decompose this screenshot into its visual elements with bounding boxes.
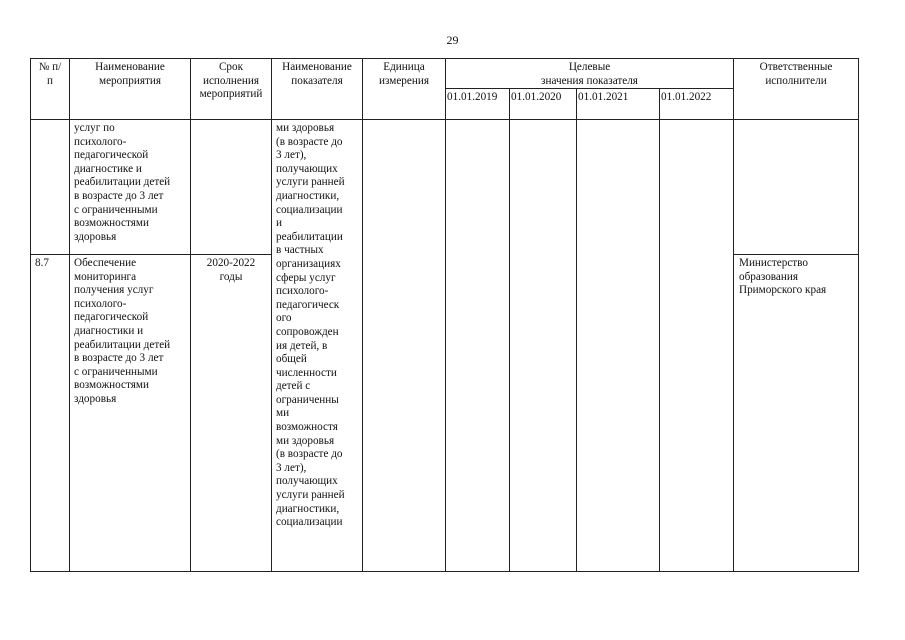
header-deadline: Срок исполнения мероприятий [199, 61, 263, 101]
header-date-2019: 01.01.2019 [447, 91, 498, 103]
header-unit: Единица измерения [379, 61, 429, 87]
row-num-8-7: 8.7 [35, 257, 49, 269]
header-date-2022: 01.01.2022 [661, 91, 712, 103]
row-responsible-8-7: Министерство образования Приморского края [739, 257, 827, 297]
header-event-name: Наименование мероприятия [95, 61, 165, 87]
col-border [733, 58, 734, 572]
header-responsible: Ответственные исполнители [759, 61, 833, 87]
row-event-name-8-7: Обеспечение мониторинга получения услуг психолого- педагогической диагностики и реабилитации детей в возрасте до 3 лет с ограниченными возможностями здоровья [74, 257, 171, 405]
header-indicator-name: Наименование показателя [282, 61, 352, 87]
header-num: № п/ п [38, 61, 62, 87]
col-border [271, 58, 272, 572]
col-border [509, 88, 510, 572]
col-border [69, 58, 70, 572]
header-date-2020: 01.01.2020 [511, 91, 562, 103]
header-date-2021: 01.01.2021 [578, 91, 629, 103]
row-separator [30, 254, 271, 255]
col-border [576, 88, 577, 572]
col-border [445, 58, 446, 572]
row-deadline-8-7: 2020-2022 годы [206, 257, 256, 283]
header-target-values: Целевые значения показателя [541, 61, 638, 87]
col-border [190, 58, 191, 572]
col-border [362, 58, 363, 572]
row-continuation-event-name: услуг по психолого- педагогической диагностике и реабилитации детей в возрасте до 3 лет с ограниченными возможностями здоровья [74, 122, 171, 243]
page-number: 29 [446, 33, 459, 47]
indicator-name-text: ми здоровья (в возрасте до 3 лет), получающих услуги ранней диагностики, социализации и реабилитации в частных организациях сферы услуг психолого- педагогическ ого сопровожден ия детей, в общей численности детей с ограниченны ми возможностя ми здоровья (в возрасте до 3 лет), получающих услуги ранней диагностики, социализации [276, 122, 345, 529]
col-border [858, 58, 859, 572]
row-separator-right [733, 254, 859, 255]
col-border [30, 58, 31, 572]
col-border [659, 88, 660, 572]
